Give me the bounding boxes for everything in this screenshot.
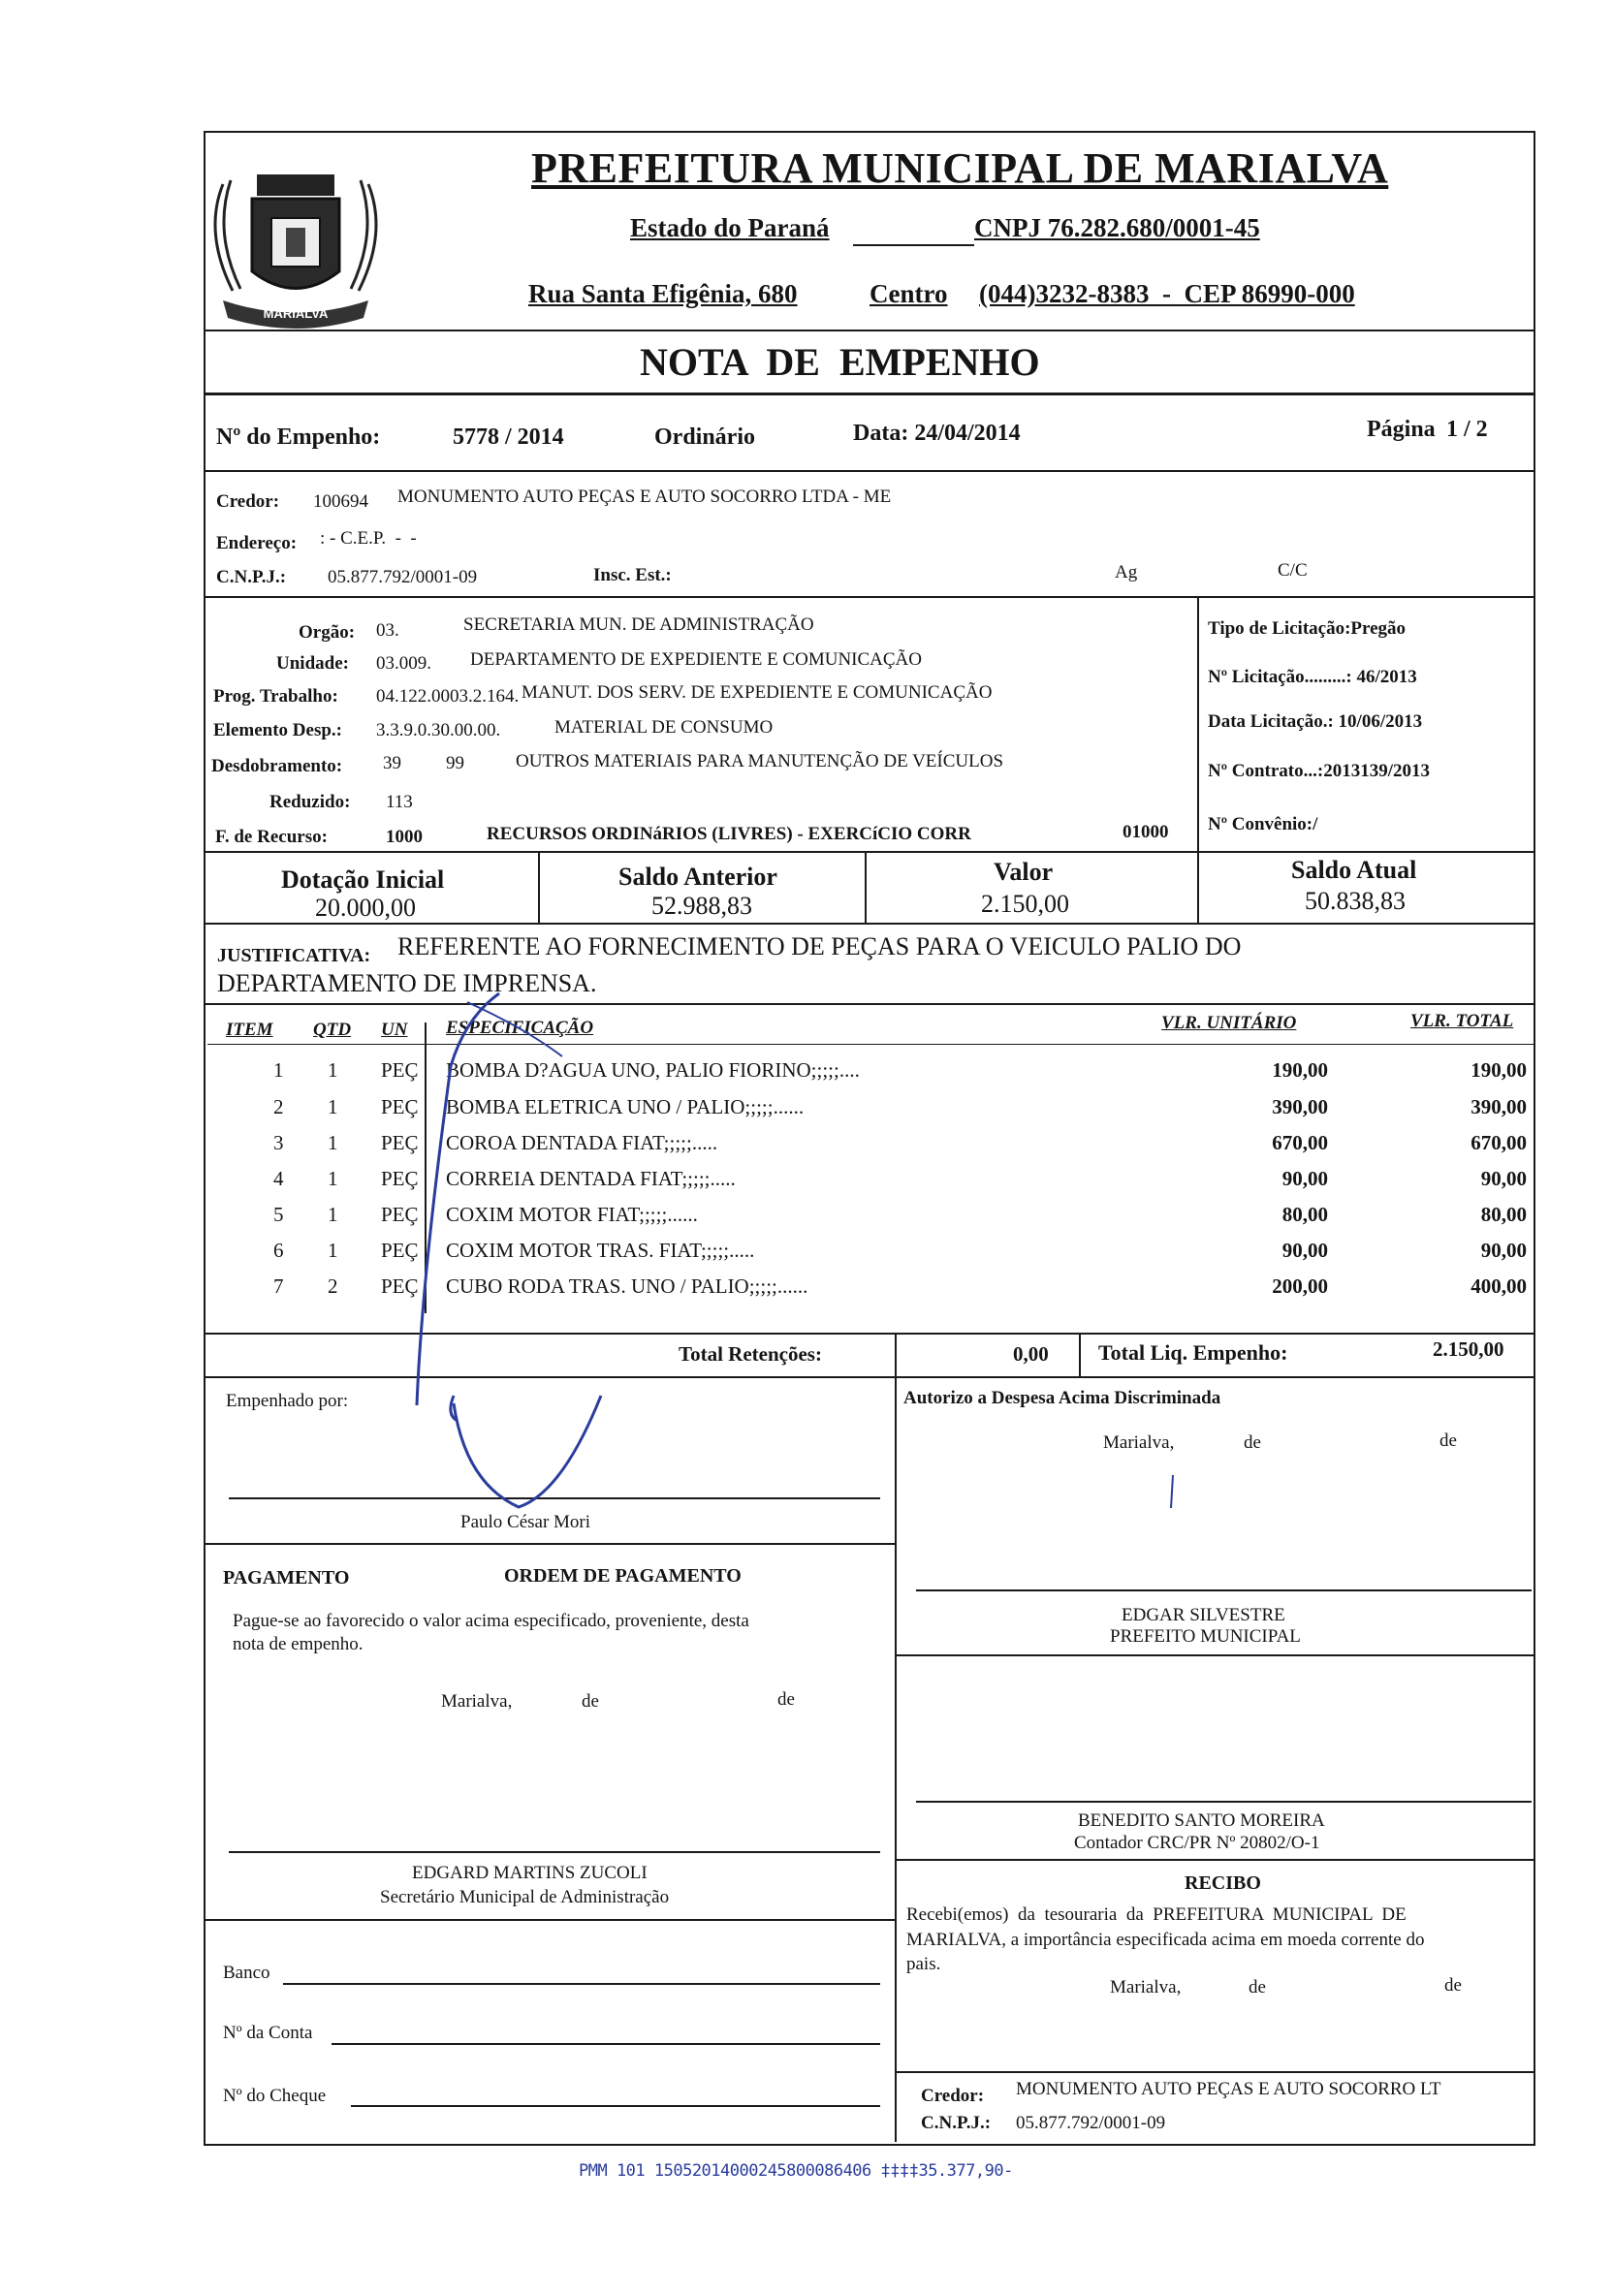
divider: [204, 596, 1534, 598]
item-total-value: 670,00: [1471, 1131, 1527, 1154]
saldo-atual-value: 50.838,83: [1305, 887, 1406, 915]
prog-code: 04.122.0003.2.164.: [376, 686, 520, 707]
divider: [204, 923, 1534, 925]
divider: [895, 2071, 1534, 2073]
item-desc: COXIM MOTOR FIAT;;;;;......: [446, 1203, 698, 1226]
autorizo-city: Marialva,: [1103, 1432, 1175, 1453]
item-total-value: 190,00: [1471, 1058, 1527, 1082]
item-unit-value: 190,00: [1272, 1058, 1328, 1082]
pague-text-2: nota de empenho.: [233, 1634, 364, 1654]
col-total-value: VLR. TOTAL: [1410, 1011, 1514, 1031]
recibo-title: RECIBO: [1185, 1872, 1261, 1894]
divider: [204, 393, 1534, 395]
item-un: PEÇ: [381, 1058, 419, 1082]
signature-line: [916, 1589, 1532, 1591]
autorizo-de-2: de: [1439, 1431, 1457, 1451]
autorizo-de-1: de: [1244, 1432, 1261, 1453]
col-spec: ESPECIFICAÇÃO: [446, 1018, 594, 1038]
header-phone-cep: (044)3232-8383 - CEP 86990-000: [979, 279, 1355, 308]
divider: [204, 330, 1534, 331]
empenho-number: 5778 / 2014: [453, 425, 564, 450]
signature-line: [229, 1851, 880, 1853]
divider: [204, 1543, 897, 1545]
page-number: 1 / 2: [1446, 417, 1488, 442]
pagamento-de-2: de: [777, 1689, 795, 1710]
divider: [895, 1376, 897, 2142]
item-qtd: 2: [328, 1274, 338, 1298]
item-unit-value: 390,00: [1272, 1095, 1328, 1118]
banco-label: Banco: [223, 1963, 270, 1983]
doc-title: NOTA DE EMPENHO: [640, 340, 1040, 384]
item-qtd: 1: [328, 1058, 338, 1082]
desd-desc: OUTROS MATERIAIS PARA MANUTENÇÃO DE VEÍCULOS: [516, 751, 1004, 771]
item-un: PEÇ: [381, 1274, 419, 1298]
state-cnpj-underline: [853, 244, 974, 246]
elem-desc: MATERIAL DE CONSUMO: [554, 717, 774, 738]
page-label: Página: [1367, 417, 1436, 442]
licitacao-data: Data Licitação.: 10/06/2013: [1208, 711, 1423, 732]
divider: [865, 851, 867, 924]
prog-label: Prog. Trabalho:: [213, 686, 338, 707]
reduzido-label: Reduzido:: [269, 792, 351, 812]
item-unit-value: 670,00: [1272, 1131, 1328, 1154]
pagamento-de-1: de: [582, 1691, 599, 1712]
valor-label: Valor: [994, 858, 1054, 886]
banco-line: [283, 1983, 880, 1985]
divider: [204, 1003, 1534, 1005]
divider: [895, 1654, 1534, 1656]
dotacao-value: 20.000,00: [315, 894, 416, 922]
retencoes-value: 0,00: [1013, 1342, 1049, 1366]
fonte-desc: RECURSOS ORDINáRIOS (LIVRES) - EXERCíCIO CORR: [487, 824, 971, 844]
header-address: Rua Santa Efigênia, 680: [528, 279, 798, 308]
dotacao-label: Dotação Inicial: [281, 865, 445, 894]
credor-label: Credor:: [216, 491, 280, 512]
item-number: 4: [273, 1167, 284, 1190]
elem-code: 3.3.9.0.30.00.00.: [376, 720, 501, 740]
cnpj-label: C.N.P.J.:: [216, 567, 287, 587]
credor-code: 100694: [313, 491, 368, 512]
handwritten-signature: [407, 989, 620, 1531]
unidade-desc: DEPARTAMENTO DE EXPEDIENTE E COMUNICAÇÃO: [470, 649, 923, 670]
divider: [204, 1919, 897, 1921]
item-qtd: 1: [328, 1203, 338, 1226]
recibo-city: Marialva,: [1110, 1977, 1182, 1997]
divider: [204, 1376, 1534, 1378]
credor-name: MONUMENTO AUTO PEÇAS E AUTO SOCORRO LTDA - ME: [397, 487, 892, 507]
item-qtd: 1: [328, 1131, 338, 1154]
secretario-cargo: Secretário Municipal de Administração: [380, 1887, 670, 1907]
desd-a: 39: [383, 753, 401, 773]
endereco-label: Endereço:: [216, 533, 298, 553]
fonte-code: 1000: [386, 827, 423, 847]
desd-label: Desdobramento:: [211, 756, 343, 776]
header-cnpj: CNPJ 76.282.680/0001-45: [974, 213, 1260, 242]
desd-b: 99: [446, 753, 464, 773]
item-unit-value: 90,00: [1281, 1167, 1328, 1190]
item-desc: CUBO RODA TRAS. UNO / PALIO;;;;;......: [446, 1274, 808, 1298]
item-unit-value: 80,00: [1281, 1203, 1328, 1226]
reduzido-code: 113: [386, 792, 413, 812]
prefeito-nome: EDGAR SILVESTRE: [1122, 1605, 1285, 1625]
conta-line: [332, 2043, 880, 2045]
justificativa-text: REFERENTE AO FORNECIMENTO DE PEÇAS PARA O VEICULO PALIO DO: [397, 932, 1242, 960]
licitacao-contrato: Nº Contrato...:2013139/2013: [1208, 761, 1430, 781]
recibo-text: Recebi(emos) da tesouraria da PREFEITURA MUNICIPAL DE: [906, 1904, 1407, 1925]
orgao-code: 03.: [376, 620, 399, 641]
item-number: 5: [273, 1203, 284, 1226]
valor-value: 2.150,00: [981, 890, 1069, 918]
item-number: 7: [273, 1274, 284, 1298]
recibo-text-2: MARIALVA, a importância especificada acima em moeda corrente do: [906, 1930, 1425, 1950]
retencoes-label: Total Retenções:: [679, 1342, 822, 1366]
item-number: 2: [273, 1095, 284, 1118]
total-liq-value: 2.150,00: [1433, 1337, 1504, 1361]
orgao-label: Orgão:: [299, 622, 356, 643]
licitacao-numero: Nº Licitação.........: 46/2013: [1208, 667, 1417, 687]
pagamento-label: PAGAMENTO: [223, 1567, 350, 1588]
licitacao-tipo: Tipo de Licitação:Pregão: [1208, 618, 1407, 639]
credor-cnpj: 05.877.792/0001-09: [328, 567, 478, 587]
divider: [1079, 1333, 1081, 1376]
municipal-seal: [194, 145, 397, 339]
item-number: 6: [273, 1239, 284, 1262]
unidade-label: Unidade:: [276, 653, 349, 674]
cheque-line: [351, 2105, 880, 2107]
divider: [1197, 596, 1199, 853]
divider: [204, 1333, 1534, 1335]
saldo-atual-label: Saldo Atual: [1291, 856, 1417, 884]
divider: [895, 1859, 1534, 1861]
item-qtd: 1: [328, 1167, 338, 1190]
item-total-value: 390,00: [1471, 1095, 1527, 1118]
ordem-label: ORDEM DE PAGAMENTO: [504, 1565, 742, 1587]
item-total-value: 90,00: [1480, 1239, 1527, 1262]
item-un: PEÇ: [381, 1167, 419, 1190]
col-item: ITEM: [226, 1020, 273, 1040]
prefeito-cargo: PREFEITO MUNICIPAL: [1110, 1626, 1301, 1647]
col-unit-value: VLR. UNITÁRIO: [1161, 1013, 1297, 1033]
endereco-value: : - C.E.P. - -: [320, 528, 417, 549]
elem-label: Elemento Desp.:: [213, 720, 342, 740]
divider: [538, 851, 540, 924]
item-desc: BOMBA ELETRICA UNO / PALIO;;;;;......: [446, 1095, 805, 1118]
item-desc: BOMBA D?AGUA UNO, PALIO FIORINO;;;;;....: [446, 1058, 860, 1082]
cc-label: C/C: [1278, 560, 1308, 581]
item-total-value: 400,00: [1471, 1274, 1527, 1298]
handwritten-mark: [1163, 1473, 1183, 1512]
contador-cargo: Contador CRC/PR Nº 20802/O-1: [1074, 1833, 1320, 1853]
item-total-value: 80,00: [1480, 1203, 1527, 1226]
item-unit-value: 90,00: [1281, 1239, 1328, 1262]
divider: [895, 1333, 897, 1376]
recibo-cnpj-label: C.N.P.J.:: [921, 2113, 992, 2133]
justificativa-text-2: DEPARTAMENTO DE IMPRENSA.: [217, 969, 597, 997]
pagamento-city: Marialva,: [441, 1691, 513, 1712]
ag-label: Ag: [1115, 562, 1138, 582]
recibo-cnpj: 05.877.792/0001-09: [1016, 2113, 1166, 2133]
licitacao-convenio: Nº Convênio:/: [1208, 814, 1318, 834]
empenhado-nome: Paulo César Mori: [460, 1512, 591, 1532]
state-name: Estado do Paraná: [630, 213, 830, 242]
empenho-type: Ordinário: [654, 425, 756, 450]
seal-text: MARIALVA: [263, 306, 329, 321]
autorizo-label: Autorizo a Despesa Acima Discriminada: [903, 1388, 1221, 1408]
col-qtd: QTD: [313, 1020, 352, 1040]
item-number: 3: [273, 1131, 284, 1154]
item-qtd: 1: [328, 1095, 338, 1118]
saldo-anterior-label: Saldo Anterior: [618, 863, 777, 891]
page-title: PREFEITURA MUNICIPAL DE MARIALVA: [531, 144, 1389, 192]
signature-line: [916, 1801, 1532, 1803]
empenho-date: Data: 24/04/2014: [853, 421, 1021, 446]
cheque-label: Nº do Cheque: [223, 2086, 327, 2106]
footer-code: PMM 101 15052014000245800086406 ‡‡‡‡35.377,90-: [579, 2161, 1013, 2181]
item-number: 1: [273, 1058, 284, 1082]
insc-label: Insc. Est.:: [593, 565, 672, 585]
secretario-nome: EDGARD MARTINS ZUCOLI: [412, 1863, 648, 1883]
header-district: Centro: [870, 279, 948, 308]
col-un: UN: [381, 1020, 408, 1040]
empenho-label: Nº do Empenho:: [216, 425, 381, 450]
recibo-credor-label: Credor:: [921, 2086, 985, 2106]
recibo-de-1: de: [1249, 1977, 1266, 1997]
contador-nome: BENEDITO SANTO MOREIRA: [1078, 1810, 1325, 1831]
fonte-num: 01000: [1123, 822, 1169, 842]
total-liq-label: Total Liq. Empenho:: [1098, 1340, 1288, 1365]
empenhado-label: Empenhado por:: [226, 1391, 349, 1411]
item-desc: COXIM MOTOR TRAS. FIAT;;;;;.....: [446, 1239, 755, 1262]
pague-text: Pague-se ao favorecido o valor acima especificado, proveniente, desta: [233, 1611, 749, 1631]
orgao-desc: SECRETARIA MUN. DE ADMINISTRAÇÃO: [463, 614, 814, 635]
saldo-anterior-value: 52.988,83: [651, 892, 752, 920]
item-desc: COROA DENTADA FIAT;;;;;.....: [446, 1131, 718, 1154]
item-un: PEÇ: [381, 1095, 419, 1118]
fonte-label: F. de Recurso:: [215, 827, 328, 847]
item-qtd: 1: [328, 1239, 338, 1262]
recibo-de-2: de: [1444, 1975, 1462, 1996]
item-desc: CORREIA DENTADA FIAT;;;;;.....: [446, 1167, 736, 1190]
recibo-credor-nome: MONUMENTO AUTO PEÇAS E AUTO SOCORRO LT: [1016, 2079, 1441, 2099]
item-total-value: 90,00: [1480, 1167, 1527, 1190]
divider: [1197, 851, 1199, 924]
item-un: PEÇ: [381, 1239, 419, 1262]
prog-desc: MANUT. DOS SERV. DE EXPEDIENTE E COMUNICAÇÃO: [522, 682, 993, 703]
item-un: PEÇ: [381, 1203, 419, 1226]
conta-label: Nº da Conta: [223, 2023, 313, 2043]
justificativa-label: JUSTIFICATIVA:: [217, 945, 371, 966]
item-unit-value: 200,00: [1272, 1274, 1328, 1298]
divider: [204, 851, 1534, 853]
divider: [204, 470, 1534, 472]
recibo-text-3: pais.: [906, 1954, 941, 1974]
item-un: PEÇ: [381, 1131, 419, 1154]
unidade-code: 03.009.: [376, 653, 431, 674]
